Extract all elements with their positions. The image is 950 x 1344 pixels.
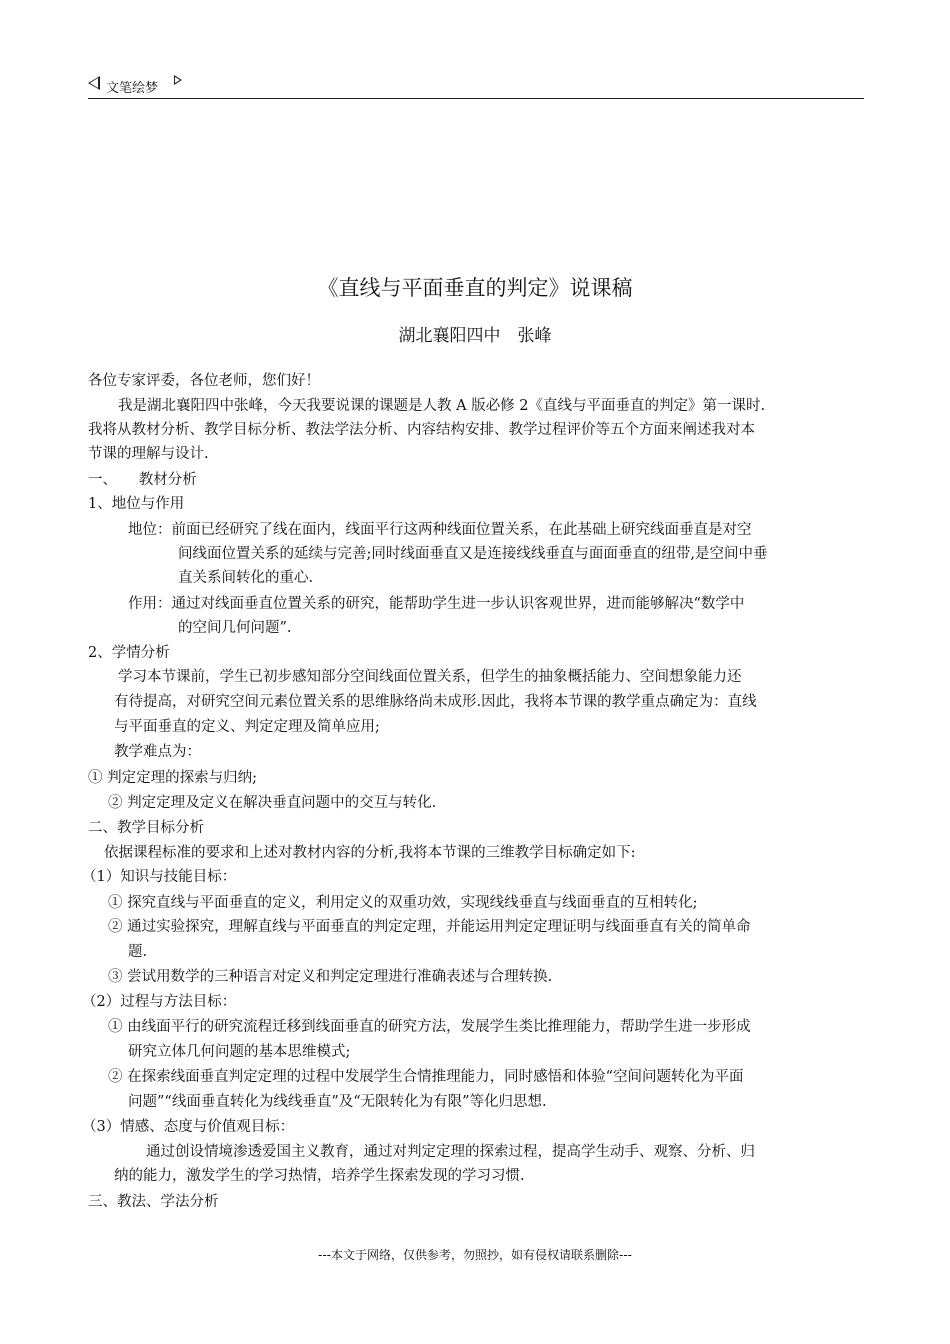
section-heading: 二、教学目标分析 <box>88 820 204 836</box>
text-line: 与平面垂直的定义、判定定理及简单应用; <box>114 719 380 735</box>
document-author: 湖北襄阳四中 张峰 <box>398 326 552 346</box>
list-item: ② 在探索线面垂直判定定理的过程中发展学生合情推理能力，同时感悟和体验“空间问题转化为平面 <box>108 1069 744 1085</box>
text-line: 有待提高，对研究空间元素位置关系的思维脉络尚未成形.因此，我将本节课的教学重点确定为：直线 <box>114 694 757 710</box>
triangle-right-icon <box>174 75 182 85</box>
text-line: 问题”“线面垂直转化为线线垂直”及“无限转化为有限”等化归思想. <box>128 1094 547 1110</box>
subsection-heading: 1、地位与作用 <box>88 496 185 512</box>
list-item: ① 探究直线与平面垂直的定义，利用定义的双重功效，实现线线垂直与线面垂直的互相转化; <box>108 895 698 911</box>
text-line: 节课的理解与设计. <box>88 446 209 462</box>
page-footer: ---本文于网络，仅供参考，勿照抄，如有侵权请联系删除--- <box>318 1248 632 1262</box>
text-line: 教学难点为： <box>114 744 201 760</box>
text-line: 间线面位置关系的延续与完善;同时线面垂直又是连接线线垂直与面面垂直的纽带,是空间中垂 <box>178 546 768 562</box>
text-line: 研究立体几何问题的基本思维模式; <box>128 1044 351 1060</box>
list-item: ③ 尝试用数学的三种语言对定义和判定定理进行准确表述与合理转换. <box>108 969 553 985</box>
subsection-heading: （3）情感、态度与价值观目标： <box>82 1119 295 1135</box>
list-item: ① 判定定理的探索与归纳; <box>88 770 257 786</box>
text-line: 地位：前面已经研究了线在面内，线面平行这两种线面位置关系，在此基础上研究线面垂直是对空 <box>128 522 752 538</box>
list-item: ① 由线面平行的研究流程迁移到线面垂直的研究方法，发展学生类比推理能力，帮助学生进一步形成 <box>108 1019 751 1035</box>
subsection-heading: （2）过程与方法目标： <box>82 994 237 1010</box>
text-line: 依据课程标准的要求和上述对教材内容的分析,我将本节课的三维教学目标确定如下: <box>104 845 636 861</box>
text-line: 作用：通过对线面垂直位置关系的研究，能帮助学生进一步认识客观世界，进而能够解决“数学中 <box>128 596 745 612</box>
text-line: 我将从教材分析、教学目标分析、教法学法分析、内容结构安排、教学过程评价等五个方面来阐述我对本 <box>88 422 755 438</box>
text-line: 各位专家评委，各位老师，您们好！ <box>88 373 320 389</box>
section-heading: 一、 教材分析 <box>88 472 197 488</box>
text-line: 题. <box>128 944 148 960</box>
subsection-heading: 2、学情分析 <box>88 645 170 661</box>
text-line: 纳的能力，激发学生的学习热情，培养学生探索发现的学习习惯. <box>114 1168 525 1184</box>
triangle-left-icon <box>88 76 100 90</box>
text-line: 直关系间转化的重心. <box>178 570 314 586</box>
text-line: 我是湖北襄阳四中张峰，今天我要说课的课题是人教 A 版必修 2《直线与平面垂直的判定》第一课时. <box>118 398 766 414</box>
subsection-heading: （1）知识与技能目标： <box>82 869 237 885</box>
page-header <box>88 72 864 99</box>
document-title: 《直线与平面垂直的判定》说课稿 <box>317 276 633 300</box>
list-item: ② 判定定理及定义在解决垂直问题中的交互与转化. <box>108 795 437 811</box>
section-heading: 三、教法、学法分析 <box>88 1194 219 1210</box>
text-line: 学习本节课前，学生已初步感知部分空间线面位置关系，但学生的抽象概括能力、空间想象能力还 <box>118 669 742 685</box>
text-line: 通过创设情境渗透爱国主义教育，通过对判定定理的探索过程，提高学生动手、观察、分析、归 <box>146 1144 755 1160</box>
list-item: ② 通过实验探究，理解直线与平面垂直的判定定理，并能运用判定定理证明与线面垂直有关的简单命 <box>108 919 751 935</box>
text-line: 的空间几何问题”. <box>178 620 292 636</box>
header-brand: 文笔绘梦 <box>106 81 159 96</box>
